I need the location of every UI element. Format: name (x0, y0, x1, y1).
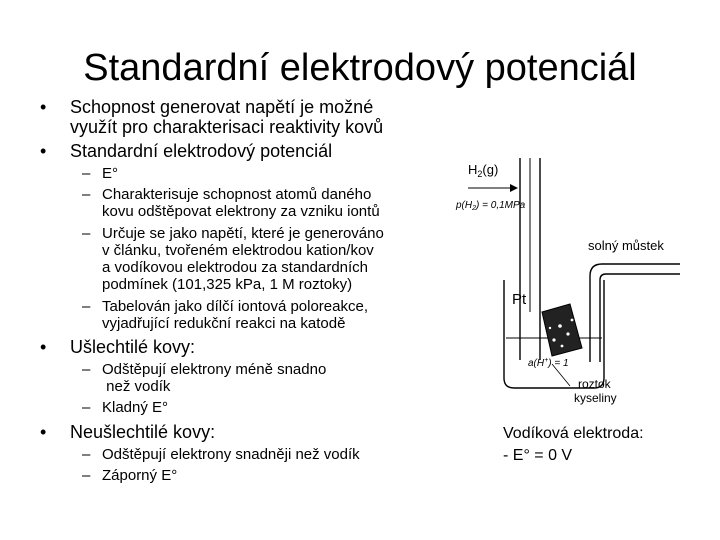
solution-label-line2: kyseliny (574, 391, 617, 405)
sub-noble-line1: Odštěpují elektrony méně snadno (102, 361, 327, 378)
bullet-2-line1: Standardní elektrodový potenciál (70, 141, 333, 161)
dash-marker: – (82, 225, 91, 242)
solution-label-line1: roztok (578, 377, 611, 391)
caption (503, 423, 644, 467)
h2-label: $H_2(g)$ (468, 162, 499, 179)
bullet-1-line1: Schopnost generovat napětí je možné (70, 97, 374, 117)
dash-marker: – (82, 446, 91, 463)
hydrogen-electrode-figure (440, 150, 680, 420)
caption-line2: - E° = 0 V (503, 447, 573, 464)
bullet-marker: • (40, 337, 47, 357)
pressure-label: $p(H_2) = 0,1MPa$ (456, 200, 526, 212)
activity-label: a(H+) = 1 (528, 357, 569, 369)
dash-marker: – (82, 361, 91, 378)
sub-determined-line4: podmínek (101,325 kPa, 1 M roztoky) (102, 276, 353, 293)
dash-marker: – (82, 186, 91, 203)
bubble (566, 332, 569, 335)
sub-negative-e: Záporný E° (102, 467, 178, 484)
dash-marker: – (82, 399, 91, 416)
sub-positive-e: Kladný E° (102, 399, 169, 416)
dash-marker: – (82, 165, 91, 182)
salt-bridge-inner (600, 274, 680, 362)
bubble (558, 324, 562, 328)
bullet-marker: • (40, 97, 47, 117)
bullet-marker: • (40, 141, 47, 161)
platinum-plate (542, 304, 582, 356)
bubble (561, 345, 564, 348)
electrode-diagram (440, 150, 680, 420)
salt-bridge-label: solný můstek (588, 238, 664, 253)
caption-line1: Vodíková elektroda: (503, 425, 644, 442)
bubble (571, 319, 574, 322)
h2-arrowhead (510, 184, 518, 192)
bubble (549, 327, 551, 329)
sub-characterizes-line2: kovu odštěpovat elektrony za vzniku iontů (102, 203, 380, 220)
pt-label: Pt (512, 291, 527, 308)
sub-nonnoble: Odštěpují elektrony snadněji než vodík (102, 446, 360, 463)
bullet-1-line2: využít pro charakterisaci reaktivity kovů (70, 117, 384, 137)
dash-marker: – (82, 298, 91, 315)
dash-marker: – (82, 467, 91, 484)
sub-tabulated-line1: Tabelován jako dílčí iontová poloreakce, (102, 298, 369, 315)
sub-tabulated-line2: vyjadřující redukční reakci na katodě (102, 315, 346, 332)
bullet-4-line1: Neušlechtilé kovy: (70, 422, 216, 442)
sub-characterizes-line1: Charakterisuje schopnost atomů daného (102, 186, 372, 203)
slide-title: Standardní elektrodový potenciál (83, 47, 637, 89)
sub-determined-line3: a vodíkovou elektrodou za standardních (102, 259, 369, 276)
sub-determined-line2: v článku, tvořeném elektrodou kation/kov (102, 242, 374, 259)
sub-e0: E° (102, 165, 119, 182)
bubble (552, 338, 555, 341)
sub-determined-line1: Určuje se jako napětí, které je generováno (102, 225, 384, 242)
bullet-marker: • (40, 422, 47, 442)
sub-noble-line2: než vodík (102, 378, 171, 395)
bullet-3-line1: Ušlechtilé kovy: (70, 337, 196, 357)
